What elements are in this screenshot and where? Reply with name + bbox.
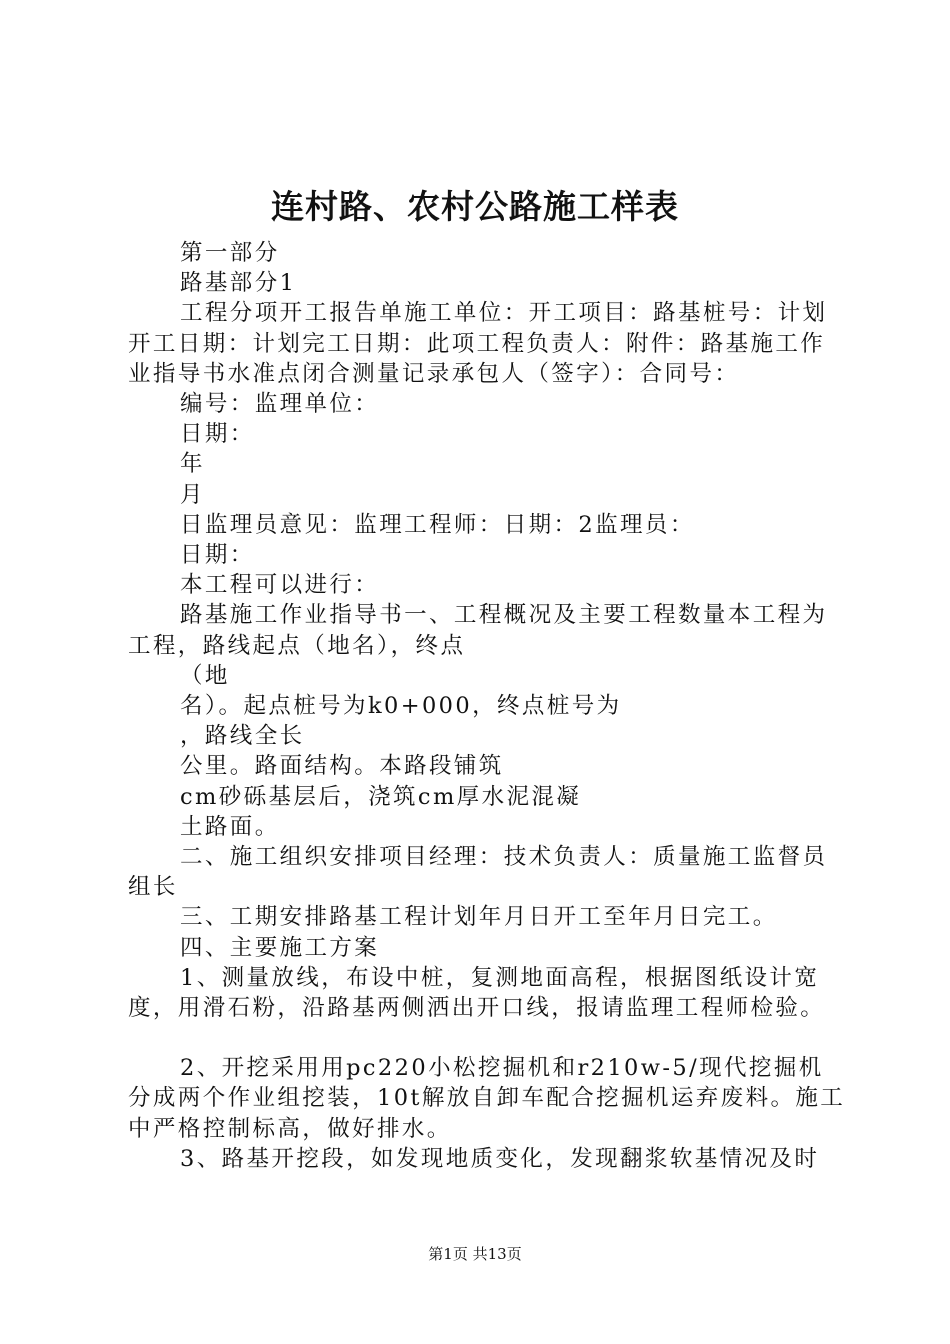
document-body bbox=[128, 238, 848, 1174]
paragraph: cm砂砾基层后，浇筑cm厚水泥混凝 bbox=[180, 783, 582, 810]
paragraph: 第一部分 bbox=[180, 240, 280, 266]
paragraph: 编号：监理单位： bbox=[180, 391, 380, 418]
paragraph: 月 bbox=[180, 481, 205, 508]
document-title: 连村路、农村公路施工样表 bbox=[271, 187, 679, 226]
paragraph: 二、施工组织安排项目经理：技术负责人：质量施工监督员组长 bbox=[128, 844, 828, 901]
paragraph: 年 bbox=[180, 451, 205, 478]
paragraph: 日期： bbox=[180, 542, 255, 569]
paragraph: ，路线全长 bbox=[180, 723, 305, 750]
paragraph: （地 bbox=[180, 662, 230, 689]
paragraph: 三、工期安排路基工程计划年月日开工至年月日完工。 bbox=[180, 904, 778, 931]
paragraph: 四、主要施工方案 bbox=[180, 934, 380, 961]
paragraph: 2、开挖采用用pc220小松挖掘机和r210w-5/现代挖掘机分成两个作业组挖装，10t解放自卸车配合挖掘机运弃废料。施工中严格控制标高，做好排水。 bbox=[128, 1055, 846, 1142]
paragraph: 工程分项开工报告单施工单位：开工项目：路基桩号：计划开工日期：计划完工日期：此项工程负责人：附件：路基施工作业指导书水准点闭合测量记录承包人（签字）：合同号： bbox=[128, 300, 828, 387]
paragraph: 日期： bbox=[180, 421, 255, 448]
paragraph: 3、路基开挖段，如发现地质变化，发现翻浆软基情况及时 bbox=[180, 1145, 820, 1172]
paragraph: 路基施工作业指导书一、工程概况及主要工程数量本工程为工程，路线起点（地名），终点 bbox=[128, 602, 828, 659]
paragraph: 路基部分1 bbox=[180, 270, 297, 297]
paragraph: 名）。起点桩号为k0+000，终点桩号为 bbox=[180, 693, 622, 720]
paragraph-spacer bbox=[128, 1023, 848, 1053]
page-footer: 第1页 共13页 bbox=[428, 1245, 522, 1263]
paragraph: 本工程可以进行： bbox=[180, 572, 380, 599]
paragraph: 日监理员意见：监理工程师：日期：2监理员： bbox=[180, 511, 695, 538]
paragraph: 公里。路面结构。本路段铺筑 bbox=[180, 753, 504, 780]
paragraph: 土路面。 bbox=[180, 813, 280, 840]
paragraph: 1、测量放线，布设中桩，复测地面高程，根据图纸设计宽度，用滑石粉，沿路基两侧洒出开口线，报请监理工程师检验。 bbox=[128, 964, 826, 1022]
